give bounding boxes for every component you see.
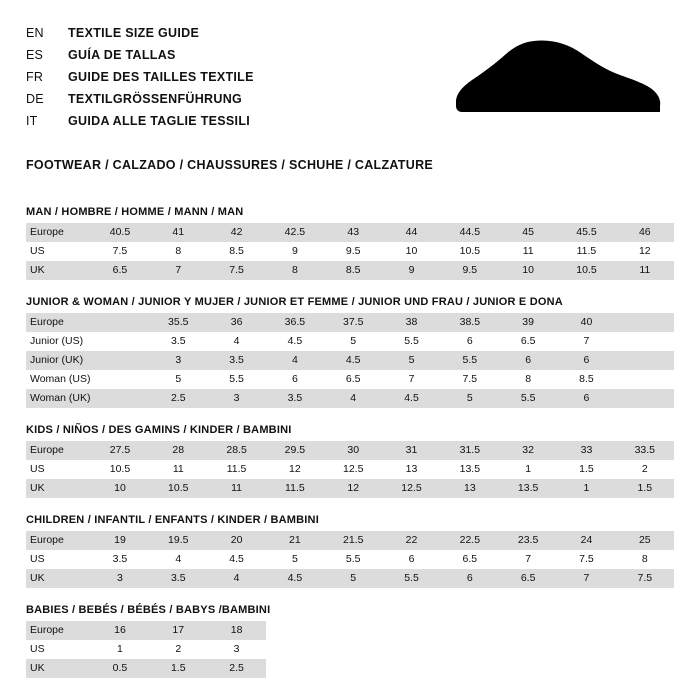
cell [441,640,499,659]
cell: 21.5 [324,531,382,550]
cell [91,313,149,332]
cell: 36 [207,313,265,332]
cell: 5 [324,332,382,351]
cell: 16 [91,621,149,640]
cell: 5 [441,389,499,408]
table-row [26,479,674,498]
cell: 6 [499,351,557,370]
cell: 6.5 [441,550,499,569]
cell: 40 [557,313,615,332]
cell: 12.5 [324,460,382,479]
row-label: US [26,640,91,659]
cell: 2 [616,460,674,479]
table-row [26,659,674,678]
cell [382,640,440,659]
cell [616,370,674,389]
cell: 10.5 [441,242,499,261]
cell: 11 [207,479,265,498]
cell [499,640,557,659]
cell: 23.5 [499,531,557,550]
cell: 3 [149,351,207,370]
section-children [26,514,674,588]
table-row [26,389,674,408]
table-row [26,531,674,550]
row-label: Europe [26,621,91,640]
cell: 21 [266,531,324,550]
cell: 45 [499,223,557,242]
cell [91,389,149,408]
cell [441,659,499,678]
cell [266,659,324,678]
section-title: MAN / HOMBRE / HOMME / MANN / MAN [26,206,244,218]
cell: 7.5 [616,569,674,588]
cell: 5.5 [324,550,382,569]
cell: 19 [91,531,149,550]
cell: 5.5 [382,569,440,588]
cell: 2.5 [207,659,265,678]
cell: 36.5 [266,313,324,332]
cell: 13 [441,479,499,498]
cell: 6 [557,389,615,408]
cell: 5.5 [382,332,440,351]
cell: 33.5 [616,441,674,460]
cell [324,640,382,659]
cell: 9.5 [324,242,382,261]
cell: 17 [149,621,207,640]
table-row [26,313,674,332]
table-row [26,370,674,389]
cell: 7 [382,370,440,389]
cell [91,332,149,351]
cell: 4 [266,351,324,370]
cell [382,621,440,640]
cell [499,621,557,640]
cell: 1.5 [149,659,207,678]
cell: 12 [616,242,674,261]
cell: 6.5 [91,261,149,280]
cell: 10.5 [91,460,149,479]
row-label: UK [26,659,91,678]
size-table [26,313,674,408]
section-babies [26,604,674,678]
row-label: UK [26,261,91,280]
cell: 1 [557,479,615,498]
cell: 4.5 [266,569,324,588]
size-sections [26,206,674,678]
row-label: Europe [26,223,91,242]
cell: 8.5 [207,242,265,261]
cell: 31.5 [441,441,499,460]
cell: 11 [149,460,207,479]
table-row [26,640,674,659]
cell: 28.5 [207,441,265,460]
language-code: ES [26,48,44,62]
table-row [26,242,674,261]
cell: 8 [266,261,324,280]
cell: 10.5 [557,261,615,280]
table-row [26,351,674,370]
cell: 42.5 [266,223,324,242]
cell: 11.5 [557,242,615,261]
cell: 6 [441,569,499,588]
cell: 30 [324,441,382,460]
cell: 10.5 [149,479,207,498]
section-junior-woman [26,296,674,408]
section-title: CHILDREN / INFANTIL / ENFANTS / KINDER / BAMBINI [26,514,319,526]
cell: 6 [266,370,324,389]
cell [324,659,382,678]
cell: 22 [382,531,440,550]
cell: 7.5 [207,261,265,280]
cell: 3.5 [207,351,265,370]
cell [382,659,440,678]
cell: 6.5 [499,569,557,588]
cell: 6 [382,550,440,569]
cell: 8.5 [324,261,382,280]
row-label: Woman (US) [26,370,91,389]
cell: 4 [207,569,265,588]
cell: 20 [207,531,265,550]
cell: 5.5 [207,370,265,389]
cell: 9 [382,261,440,280]
cell: 6 [557,351,615,370]
cell [499,659,557,678]
cell: 7 [499,550,557,569]
cell [324,621,382,640]
cell: 6 [441,332,499,351]
row-label: Junior (US) [26,332,91,351]
cell: 5 [324,569,382,588]
language-code: DE [26,92,44,106]
cell: 13.5 [499,479,557,498]
cell: 11 [499,242,557,261]
cell: 8.5 [557,370,615,389]
cell: 39 [499,313,557,332]
cell: 19.5 [149,531,207,550]
cell: 35.5 [149,313,207,332]
cell: 12 [324,479,382,498]
cell: 3.5 [149,569,207,588]
language-code: IT [26,114,38,128]
table-row [26,569,674,588]
cell: 40.5 [91,223,149,242]
cell [616,621,674,640]
cell: 7.5 [441,370,499,389]
language-title: GUIDE DES TAILLES TEXTILE [68,70,254,84]
row-label: Woman (UK) [26,389,91,408]
language-title: TEXTILE SIZE GUIDE [68,26,200,40]
cell [266,621,324,640]
cell: 3.5 [91,550,149,569]
cell: 7.5 [91,242,149,261]
cell: 13.5 [441,460,499,479]
section-title: BABIES / BEBÉS / BÉBÉS / BABYS /BAMBINI [26,604,271,616]
cell: 7 [557,332,615,351]
row-label: US [26,460,91,479]
row-label: Europe [26,441,91,460]
cell: 5 [266,550,324,569]
cell: 11 [616,261,674,280]
cell: 4.5 [207,550,265,569]
language-title: GUÍA DE TALLAS [68,48,176,62]
cell: 3 [207,389,265,408]
cell: 31 [382,441,440,460]
section-kids [26,424,674,498]
cell [616,332,674,351]
table-row [26,223,674,242]
cell: 5 [149,370,207,389]
size-table [26,531,674,588]
cell: 9 [266,242,324,261]
cell: 8 [149,242,207,261]
cell: 28 [149,441,207,460]
cell: 22.5 [441,531,499,550]
language-code: FR [26,70,44,84]
cell: 27.5 [91,441,149,460]
row-label: Europe [26,313,91,332]
cell [557,640,615,659]
cell: 5.5 [499,389,557,408]
cell: 18 [207,621,265,640]
cell: 3.5 [149,332,207,351]
cell [557,659,615,678]
cell: 5 [382,351,440,370]
cell [91,370,149,389]
cell [616,313,674,332]
row-label: US [26,242,91,261]
cell: 1 [91,640,149,659]
cell: 10 [91,479,149,498]
cell: 5.5 [441,351,499,370]
cell: 8 [616,550,674,569]
cell [557,621,615,640]
cell: 4.5 [324,351,382,370]
cell: 11.5 [266,479,324,498]
category-heading: FOOTWEAR / CALZADO / CHAUSSURES / SCHUHE / CALZATURE [26,158,434,172]
cell: 44.5 [441,223,499,242]
cell: 25 [616,531,674,550]
cell [91,351,149,370]
size-table [26,223,674,280]
cell: 44 [382,223,440,242]
cell [441,621,499,640]
cell: 4.5 [266,332,324,351]
cell: 4.5 [382,389,440,408]
cell: 4 [324,389,382,408]
cell: 41 [149,223,207,242]
cell: 8 [499,370,557,389]
cell: 38.5 [441,313,499,332]
cell: 10 [499,261,557,280]
language-title: TEXTILGRÖSSENFÜHRUNG [68,92,243,106]
cell [616,389,674,408]
cell: 11.5 [207,460,265,479]
cell: 42 [207,223,265,242]
row-label: UK [26,569,91,588]
table-row [26,621,674,640]
table-row [26,550,674,569]
cell: 6.5 [324,370,382,389]
cell: 13 [382,460,440,479]
cell: 1.5 [557,460,615,479]
cell: 37.5 [324,313,382,332]
row-label: US [26,550,91,569]
cell: 1.5 [616,479,674,498]
cell: 0.5 [91,659,149,678]
table-row [26,441,674,460]
size-table [26,621,674,678]
cell: 3 [207,640,265,659]
dress-shoe-icon [448,32,668,124]
table-row [26,261,674,280]
cell: 45.5 [557,223,615,242]
section-man [26,206,674,280]
row-label: UK [26,479,91,498]
cell: 1 [499,460,557,479]
cell [616,659,674,678]
language-title: GUIDA ALLE TAGLIE TESSILI [68,114,251,128]
cell: 3.5 [266,389,324,408]
cell: 9.5 [441,261,499,280]
cell: 46 [616,223,674,242]
cell: 29.5 [266,441,324,460]
section-title: JUNIOR & WOMAN / JUNIOR Y MUJER / JUNIOR ET FEMME / JUNIOR UND FRAU / JUNIOR E DONA [26,296,563,308]
table-row [26,332,674,351]
cell: 2 [149,640,207,659]
cell [616,640,674,659]
cell: 7 [557,569,615,588]
row-label: Junior (UK) [26,351,91,370]
cell: 24 [557,531,615,550]
table-row [26,460,674,479]
cell: 43 [324,223,382,242]
cell: 7.5 [557,550,615,569]
language-code: EN [26,26,44,40]
cell: 4 [207,332,265,351]
cell: 6.5 [499,332,557,351]
cell: 12 [266,460,324,479]
cell: 38 [382,313,440,332]
cell: 10 [382,242,440,261]
page-header [26,26,674,144]
size-table [26,441,674,498]
cell: 3 [91,569,149,588]
cell: 2.5 [149,389,207,408]
cell [266,640,324,659]
cell [616,351,674,370]
cell: 4 [149,550,207,569]
row-label: Europe [26,531,91,550]
cell: 33 [557,441,615,460]
cell: 7 [149,261,207,280]
section-title: KIDS / NIÑOS / DES GAMINS / KINDER / BAMBINI [26,424,292,436]
cell: 32 [499,441,557,460]
cell: 12.5 [382,479,440,498]
